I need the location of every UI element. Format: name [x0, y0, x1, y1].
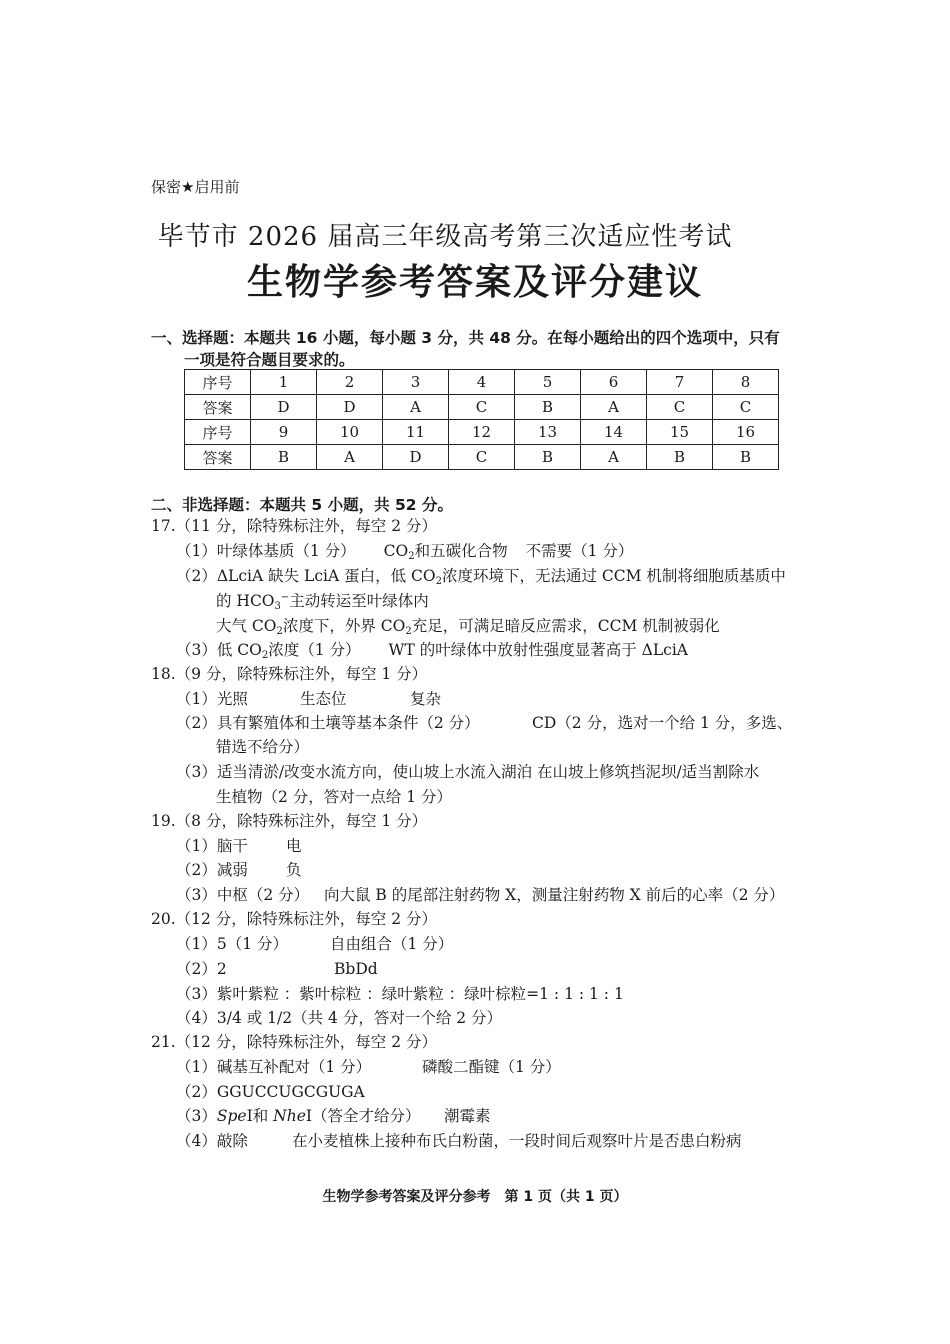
table-cell: 1: [251, 370, 317, 395]
q19-head: 19.（8 分，除特殊标注外，每空 1 分）: [151, 812, 428, 830]
table-cell: D: [383, 445, 449, 470]
table-cell: 5: [515, 370, 581, 395]
q17-part2-g: 充足，可满足暗反应需求，CCM 机制被弱化: [411, 617, 720, 635]
table-cell: 4: [449, 370, 515, 395]
q21-part1-b: 磷酸二酯键（1 分）: [422, 1058, 561, 1076]
section1-intro-line1: 一、选择题：本题共 16 小题，每小题 3 分，共 48 分。在每小题给出的四个选项中，只有: [151, 329, 780, 347]
q17-part2-line1: [176, 566, 786, 586]
section1-intro-line2: 一项是符合题目要求的。: [184, 351, 355, 369]
q21-part3: [176, 1106, 421, 1126]
table-cell: B: [515, 445, 581, 470]
table-cell: D: [317, 395, 383, 420]
page-footer: 生物学参考答案及评分参考 第 1 页（共 1 页）: [322, 1189, 628, 1205]
table-cell: C: [449, 395, 515, 420]
table-cell: 12: [449, 420, 515, 445]
table-cell: 3: [383, 370, 449, 395]
table-cell: A: [581, 395, 647, 420]
q21-part4-b: 在小麦植株上接种布氏白粉菌，一段时间后观察叶片是否患白粉病: [292, 1132, 742, 1150]
q17-part2-b: 浓度环境下，无法通过 CCM 机制将细胞质基质中: [441, 567, 786, 585]
q20-head: 20.（12 分，除特殊标注外，每空 2 分）: [151, 910, 438, 928]
table-cell-label: 序号: [185, 420, 251, 445]
table-cell: D: [251, 395, 317, 420]
section2-title: 二、非选择题：本题共 5 小题，共 52 分。: [151, 496, 453, 514]
q17-sub: 2: [408, 551, 415, 562]
q20-part2-a: （2）2: [176, 960, 227, 978]
q17-part2-c: 的 HCO: [216, 592, 275, 610]
q21-part3-e: I（答全才给分）: [305, 1107, 421, 1125]
q17-part2-a: （2）ΔLciA 缺失 LciA 蛋白，低 CO: [176, 567, 436, 585]
table-row: [185, 395, 779, 420]
table-cell: A: [581, 445, 647, 470]
table-cell: 16: [713, 420, 779, 445]
table-cell: 14: [581, 420, 647, 445]
table-cell: 13: [515, 420, 581, 445]
table-cell: 7: [647, 370, 713, 395]
q19-part2-b: 负: [286, 861, 302, 879]
table-cell: A: [317, 445, 383, 470]
table-cell: C: [647, 395, 713, 420]
q20-part1-a: （1）5（1 分）: [176, 935, 289, 953]
q18-part2-b: CD（2 分，选对一个给 1 分，多选、: [532, 714, 793, 732]
q18-part2-a: （2）具有繁殖体和土壤等基本条件（2 分）: [176, 714, 480, 732]
q18-head: 18.（9 分，除特殊标注外，每空 1 分）: [151, 665, 428, 683]
q18-part1-a: （1）光照: [176, 690, 248, 708]
q17-part3-c: WT 的叶绿体中放射性强度显著高于 ΔLciA: [388, 641, 688, 659]
q17-part1-b: CO: [383, 542, 409, 560]
q17-part1-a: （1）叶绿体基质（1 分）: [176, 542, 356, 560]
q17-part1: [176, 541, 633, 561]
q18-part1-c: 复杂: [410, 690, 442, 708]
q21-part3-spe: Spe: [216, 1107, 247, 1125]
confidential-label: 保密★启用前: [151, 178, 240, 196]
q17-part3-a: （3）低 CO: [176, 641, 262, 659]
q18-part2-c: 错选不给分）: [216, 738, 310, 756]
table-row: [185, 370, 779, 395]
table-row: [185, 445, 779, 470]
q17-sup: −: [280, 592, 290, 603]
table-cell: 6: [581, 370, 647, 395]
q17-part3: [176, 640, 688, 660]
table-cell: B: [251, 445, 317, 470]
exam-title: 毕节市 2026 届高三年级高考第三次适应性考试: [157, 222, 733, 252]
table-cell: 10: [317, 420, 383, 445]
answer-table: [184, 369, 779, 470]
q19-part2-a: （2）减弱: [176, 861, 248, 879]
table-cell-label: 答案: [185, 395, 251, 420]
page-title: 生物学参考答案及评分建议: [246, 262, 703, 303]
q20-part1-b: 自由组合（1 分）: [330, 935, 454, 953]
q17-sub: 2: [435, 576, 442, 587]
q20-part2-b: BbDd: [334, 960, 378, 978]
table-cell: A: [383, 395, 449, 420]
table-cell: 8: [713, 370, 779, 395]
q19-part1-a: （1）脑干: [176, 837, 248, 855]
q17-part3-b: 浓度（1 分）: [268, 641, 361, 659]
q21-part3-f: 潮霉素: [444, 1107, 491, 1125]
table-cell: 11: [383, 420, 449, 445]
table-cell: C: [449, 445, 515, 470]
q20-part4: （4）3/4 或 1/2（共 4 分，答对一个给 2 分）: [176, 1009, 503, 1027]
q21-part3-a: （3）: [176, 1107, 217, 1125]
table-cell: B: [647, 445, 713, 470]
q17-part1-d: 不需要（1 分）: [525, 542, 634, 560]
q17-sub: 3: [274, 601, 281, 612]
table-cell: B: [515, 395, 581, 420]
q19-part3-a: （3）中枢（2 分）: [176, 886, 310, 904]
table-cell: 9: [251, 420, 317, 445]
q17-part1-c: 和五碳化合物: [414, 542, 508, 560]
q17-part2-line2: [216, 591, 429, 611]
q17-part2-f: 浓度下，外界 CO: [282, 617, 406, 635]
q17-part2-d: 主动转运至叶绿体内: [289, 592, 429, 610]
table-cell: 15: [647, 420, 713, 445]
q17-sub: 2: [276, 626, 283, 637]
q20-part3: （3）紫叶紫粒 ：紫叶棕粒 ：绿叶紫粒 ：绿叶棕粒=1 : 1 : 1 : 1: [176, 985, 624, 1003]
q17-sub: 2: [405, 626, 412, 637]
q17-part2-e: 大气 CO: [216, 617, 277, 635]
table-cell: C: [713, 395, 779, 420]
q21-part4-a: （4）敲除: [176, 1132, 248, 1150]
q21-head: 21.（12 分，除特殊标注外，每空 2 分）: [151, 1033, 438, 1051]
table-cell: 2: [317, 370, 383, 395]
q18-part1-b: 生态位: [300, 690, 347, 708]
table-cell-label: 序号: [185, 370, 251, 395]
q19-part3-b: 向大鼠 B 的尾部注射药物 X，测量注射药物 X 前后的心率（2 分）: [324, 886, 785, 904]
q21-part2: （2）GGUCCUGCGUGA: [176, 1083, 365, 1101]
q17-head: 17.（11 分，除特殊标注外，每空 2 分）: [151, 517, 438, 535]
table-cell-label: 答案: [185, 445, 251, 470]
q17-part2-line3: [216, 616, 720, 636]
q21-part1-a: （1）碱基互补配对（1 分）: [176, 1058, 372, 1076]
q21-part3-c: I和: [246, 1107, 274, 1125]
q18-part3-b: 生植物（2 分，答对一点给 1 分）: [216, 788, 453, 806]
table-row: [185, 420, 779, 445]
q17-sub: 2: [261, 650, 269, 661]
q18-part3-a: （3）适当清淤/改变水流方向，使山坡上水流入湖泊 在山坡上修筑挡泥坝/适当割除水: [176, 763, 760, 781]
q19-part1-b: 电: [286, 837, 302, 855]
table-cell: B: [713, 445, 779, 470]
q21-part3-nhe: Nhe: [273, 1107, 306, 1125]
